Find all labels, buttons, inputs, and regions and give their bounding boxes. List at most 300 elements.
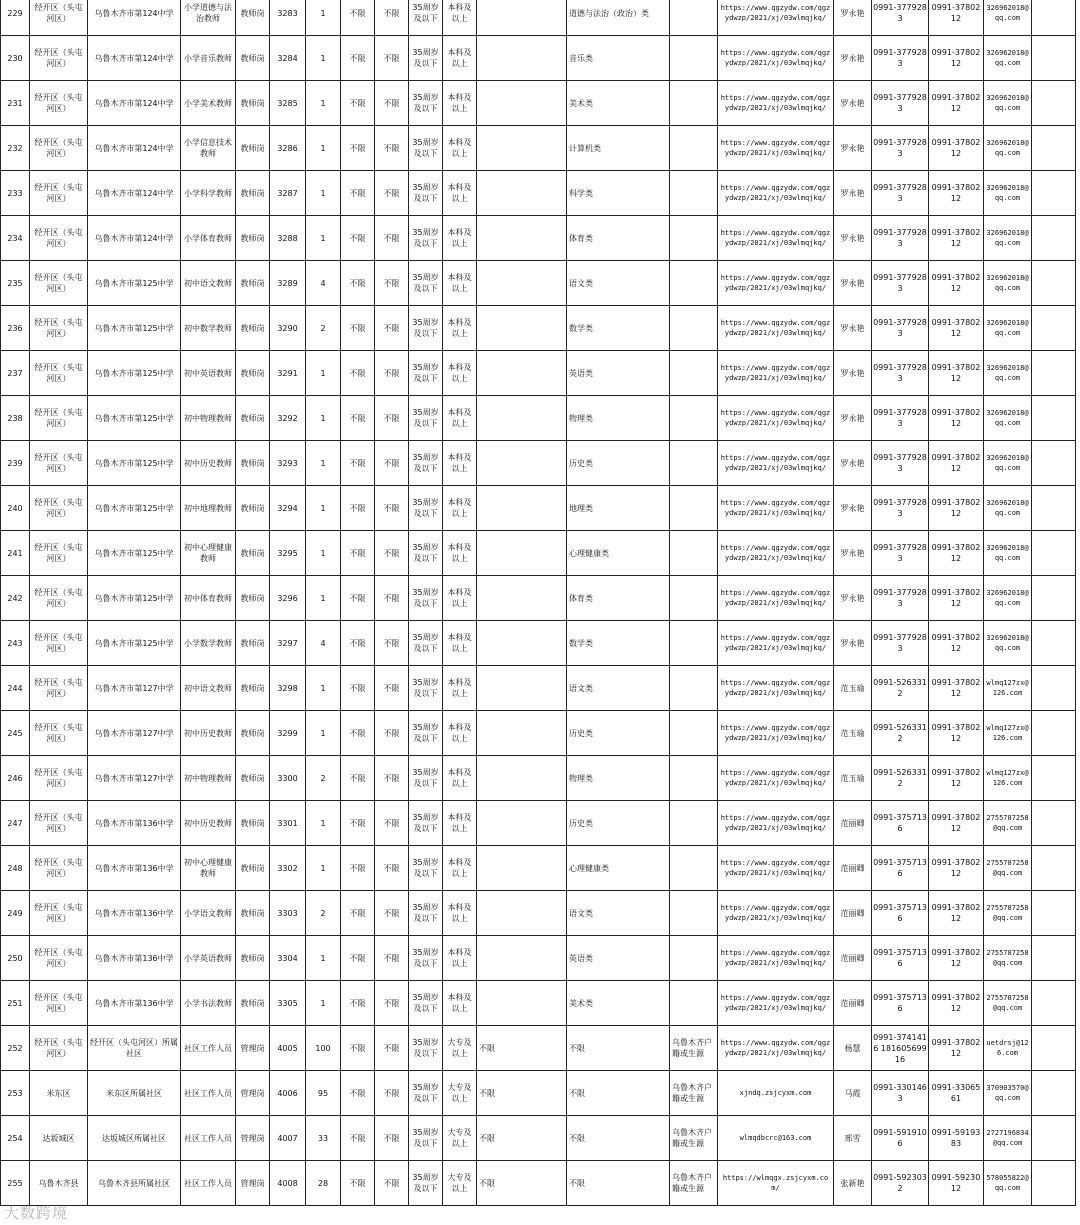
district-cell: 经开区（头屯河区） bbox=[30, 36, 88, 81]
row-number-cell: 235 bbox=[1, 261, 30, 306]
age-cell: 35周岁及以下 bbox=[409, 846, 443, 891]
education-cell: 本科及以上 bbox=[443, 441, 477, 486]
degree-cell bbox=[477, 621, 567, 666]
gender-cell: 不限 bbox=[341, 306, 375, 351]
contact-phone-cell: 0991-3301463 bbox=[872, 1071, 929, 1116]
headcount-cell: 1 bbox=[306, 351, 341, 396]
gender-cell: 不限 bbox=[341, 486, 375, 531]
position-code-cell: 3286 bbox=[270, 126, 306, 171]
headcount-cell: 1 bbox=[306, 81, 341, 126]
degree-cell bbox=[477, 666, 567, 711]
degree-cell bbox=[477, 0, 567, 36]
age-cell: 35周岁及以下 bbox=[409, 1026, 443, 1071]
contact-phone-cell: 0991-3779283 bbox=[872, 441, 929, 486]
position-cell: 社区工作人员 bbox=[181, 1026, 236, 1071]
contact-person-cell: 罗永艳 bbox=[834, 261, 872, 306]
degree-cell bbox=[477, 396, 567, 441]
ethnicity-cell: 不限 bbox=[375, 576, 409, 621]
empty-cell bbox=[1032, 441, 1076, 486]
contact-person-cell: 范丽卿 bbox=[834, 936, 872, 981]
empty-cell bbox=[1032, 846, 1076, 891]
ethnicity-cell: 不限 bbox=[375, 1026, 409, 1071]
position-code-cell: 3283 bbox=[270, 0, 306, 36]
age-cell: 35周岁及以下 bbox=[409, 756, 443, 801]
ethnicity-cell: 不限 bbox=[375, 846, 409, 891]
degree-cell bbox=[477, 171, 567, 216]
contact-email-cell: uetdrsj@126.com bbox=[984, 1026, 1032, 1071]
headcount-cell: 1 bbox=[306, 711, 341, 756]
contact-person-cell: 范玉瑜 bbox=[834, 756, 872, 801]
other-requirements-cell bbox=[670, 351, 718, 396]
gender-cell: 不限 bbox=[341, 756, 375, 801]
other-requirements-cell bbox=[670, 81, 718, 126]
row-number-cell: 245 bbox=[1, 711, 30, 756]
position-code-cell: 3294 bbox=[270, 486, 306, 531]
website-cell: https://www.qgzydw.com/qgzydwzp/2021/xj/03wlmqjkq/ bbox=[718, 261, 834, 306]
position-cell: 初中语文教师 bbox=[181, 261, 236, 306]
ethnicity-cell: 不限 bbox=[375, 936, 409, 981]
education-cell: 本科及以上 bbox=[443, 36, 477, 81]
other-requirements-cell bbox=[670, 756, 718, 801]
contact-phone-cell: 0991-5263312 bbox=[872, 666, 929, 711]
other-requirements-cell bbox=[670, 621, 718, 666]
employer-cell: 乌鲁木齐市第125中学 bbox=[88, 576, 181, 621]
headcount-cell: 1 bbox=[306, 0, 341, 36]
other-requirements-cell: 乌鲁木齐户籍或生源 bbox=[670, 1161, 718, 1206]
contact-person-cell: 邢雪 bbox=[834, 1116, 872, 1161]
education-cell: 本科及以上 bbox=[443, 396, 477, 441]
age-cell: 35周岁及以下 bbox=[409, 0, 443, 36]
ethnicity-cell: 不限 bbox=[375, 441, 409, 486]
table-row bbox=[1, 36, 1076, 81]
contact-email-cell: 326962018@qq.com bbox=[984, 261, 1032, 306]
degree-cell bbox=[477, 261, 567, 306]
empty-cell bbox=[1032, 1116, 1076, 1161]
degree-cell: 不限 bbox=[477, 1026, 567, 1071]
ethnicity-cell: 不限 bbox=[375, 306, 409, 351]
row-number-cell: 248 bbox=[1, 846, 30, 891]
position-cell: 初中历史教师 bbox=[181, 711, 236, 756]
table-row bbox=[1, 396, 1076, 441]
contact-person-cell: 马霞 bbox=[834, 1071, 872, 1116]
website-cell: https://www.qgzydw.com/qgzydwzp/2021/xj/03wlmqjkq/ bbox=[718, 621, 834, 666]
contact-email-cell: wlmq127zx@126.com bbox=[984, 756, 1032, 801]
degree-cell bbox=[477, 711, 567, 756]
website-cell: https://www.qgzydw.com/qgzydwzp/2021/xj/03wlmqjkq/ bbox=[718, 351, 834, 396]
age-cell: 35周岁及以下 bbox=[409, 351, 443, 396]
position-cell: 小学道德与法治教师 bbox=[181, 0, 236, 36]
major-cell: 音乐类 bbox=[567, 36, 670, 81]
contact-email-cell: 326962018@qq.com bbox=[984, 396, 1032, 441]
district-cell: 经开区（头屯河区） bbox=[30, 261, 88, 306]
employer-cell: 达坂城区所属社区 bbox=[88, 1116, 181, 1161]
contact-person-cell: 范玉瑜 bbox=[834, 666, 872, 711]
post-type-cell: 教师岗 bbox=[236, 576, 270, 621]
other-requirements-cell bbox=[670, 306, 718, 351]
table-row bbox=[1, 531, 1076, 576]
contact-person-cell: 范丽卿 bbox=[834, 891, 872, 936]
gender-cell: 不限 bbox=[341, 936, 375, 981]
post-type-cell: 教师岗 bbox=[236, 846, 270, 891]
headcount-cell: 1 bbox=[306, 126, 341, 171]
table-row bbox=[1, 666, 1076, 711]
ethnicity-cell: 不限 bbox=[375, 756, 409, 801]
contact-person-cell: 罗永艳 bbox=[834, 126, 872, 171]
website-cell: https://www.qgzydw.com/qgzydwzp/2021/xj/03wlmqjkq/ bbox=[718, 756, 834, 801]
other-requirements-cell: 乌鲁木齐户籍或生源 bbox=[670, 1026, 718, 1071]
supervisor-phone-cell: 0991-3780212 bbox=[929, 36, 984, 81]
contact-email-cell: 326962018@qq.com bbox=[984, 441, 1032, 486]
age-cell: 35周岁及以下 bbox=[409, 216, 443, 261]
headcount-cell: 2 bbox=[306, 756, 341, 801]
row-number-cell: 244 bbox=[1, 666, 30, 711]
employer-cell: 乌鲁木齐市第125中学 bbox=[88, 531, 181, 576]
ethnicity-cell: 不限 bbox=[375, 126, 409, 171]
post-type-cell: 教师岗 bbox=[236, 306, 270, 351]
headcount-cell: 1 bbox=[306, 801, 341, 846]
row-number-cell: 255 bbox=[1, 1161, 30, 1206]
major-cell: 历史类 bbox=[567, 711, 670, 756]
table-row bbox=[1, 261, 1076, 306]
row-number-cell: 238 bbox=[1, 396, 30, 441]
gender-cell: 不限 bbox=[341, 261, 375, 306]
district-cell: 经开区（头屯河区） bbox=[30, 846, 88, 891]
row-number-cell: 239 bbox=[1, 441, 30, 486]
age-cell: 35周岁及以下 bbox=[409, 531, 443, 576]
district-cell: 经开区（头屯河区） bbox=[30, 891, 88, 936]
district-cell: 经开区（头屯河区） bbox=[30, 396, 88, 441]
post-type-cell: 教师岗 bbox=[236, 981, 270, 1026]
employer-cell: 乌鲁木齐市第136中学 bbox=[88, 936, 181, 981]
contact-email-cell: 326962018@qq.com bbox=[984, 36, 1032, 81]
contact-phone-cell: 0991-3741416 18160569916 bbox=[872, 1026, 929, 1071]
education-cell: 本科及以上 bbox=[443, 531, 477, 576]
other-requirements-cell: 乌鲁木齐户籍或生源 bbox=[670, 1116, 718, 1161]
contact-email-cell: 326962018@qq.com bbox=[984, 486, 1032, 531]
empty-cell bbox=[1032, 216, 1076, 261]
gender-cell: 不限 bbox=[341, 216, 375, 261]
contact-phone-cell: 0991-5263312 bbox=[872, 711, 929, 756]
position-code-cell: 3293 bbox=[270, 441, 306, 486]
contact-email-cell: 326962018@qq.com bbox=[984, 126, 1032, 171]
headcount-cell: 33 bbox=[306, 1116, 341, 1161]
gender-cell: 不限 bbox=[341, 531, 375, 576]
major-cell: 计算机类 bbox=[567, 126, 670, 171]
position-cell: 小学书法教师 bbox=[181, 981, 236, 1026]
supervisor-phone-cell: 0991-3780212 bbox=[929, 711, 984, 756]
contact-email-cell: 370903570@qq.com bbox=[984, 1071, 1032, 1116]
row-number-cell: 240 bbox=[1, 486, 30, 531]
ethnicity-cell: 不限 bbox=[375, 1161, 409, 1206]
headcount-cell: 95 bbox=[306, 1071, 341, 1116]
position-cell: 社区工作人员 bbox=[181, 1161, 236, 1206]
empty-cell bbox=[1032, 36, 1076, 81]
table-row bbox=[1, 126, 1076, 171]
empty-cell bbox=[1032, 621, 1076, 666]
position-code-cell: 3298 bbox=[270, 666, 306, 711]
post-type-cell: 教师岗 bbox=[236, 666, 270, 711]
employer-cell: 经开区（头屯河区）所属社区 bbox=[88, 1026, 181, 1071]
headcount-cell: 2 bbox=[306, 891, 341, 936]
position-code-cell: 3297 bbox=[270, 621, 306, 666]
ethnicity-cell: 不限 bbox=[375, 711, 409, 756]
ethnicity-cell: 不限 bbox=[375, 666, 409, 711]
gender-cell: 不限 bbox=[341, 981, 375, 1026]
education-cell: 本科及以上 bbox=[443, 666, 477, 711]
age-cell: 35周岁及以下 bbox=[409, 801, 443, 846]
age-cell: 35周岁及以下 bbox=[409, 126, 443, 171]
other-requirements-cell bbox=[670, 396, 718, 441]
age-cell: 35周岁及以下 bbox=[409, 171, 443, 216]
table-row bbox=[1, 936, 1076, 981]
position-cell: 初中物理教师 bbox=[181, 396, 236, 441]
headcount-cell: 1 bbox=[306, 531, 341, 576]
ethnicity-cell: 不限 bbox=[375, 216, 409, 261]
empty-cell bbox=[1032, 171, 1076, 216]
supervisor-phone-cell: 0991-3780212 bbox=[929, 576, 984, 621]
district-cell: 经开区（头屯河区） bbox=[30, 216, 88, 261]
major-cell: 体育类 bbox=[567, 576, 670, 621]
position-code-cell: 3287 bbox=[270, 171, 306, 216]
other-requirements-cell bbox=[670, 441, 718, 486]
table-row bbox=[1, 1116, 1076, 1161]
district-cell: 经开区（头屯河区） bbox=[30, 666, 88, 711]
age-cell: 35周岁及以下 bbox=[409, 396, 443, 441]
ethnicity-cell: 不限 bbox=[375, 981, 409, 1026]
position-cell: 小学信息技术教师 bbox=[181, 126, 236, 171]
education-cell: 本科及以上 bbox=[443, 576, 477, 621]
table-row bbox=[1, 801, 1076, 846]
other-requirements-cell bbox=[670, 216, 718, 261]
contact-person-cell: 罗永艳 bbox=[834, 216, 872, 261]
post-type-cell: 教师岗 bbox=[236, 711, 270, 756]
table-row bbox=[1, 306, 1076, 351]
district-cell: 经开区（头屯河区） bbox=[30, 171, 88, 216]
row-number-cell: 250 bbox=[1, 936, 30, 981]
contact-email-cell: 326962018@qq.com bbox=[984, 576, 1032, 621]
website-cell: https://www.qgzydw.com/qgzydwzp/2021/xj/03wlmqjkq/ bbox=[718, 306, 834, 351]
position-cell: 小学科学教师 bbox=[181, 171, 236, 216]
empty-cell bbox=[1032, 576, 1076, 621]
contact-person-cell: 罗永艳 bbox=[834, 0, 872, 36]
position-cell: 初中体育教师 bbox=[181, 576, 236, 621]
headcount-cell: 4 bbox=[306, 621, 341, 666]
major-cell: 心理健康类 bbox=[567, 846, 670, 891]
website-cell: https://www.qgzydw.com/qgzydwzp/2021/xj/03wlmqjkq/ bbox=[718, 846, 834, 891]
degree-cell bbox=[477, 801, 567, 846]
position-code-cell: 3291 bbox=[270, 351, 306, 396]
table-row bbox=[1, 216, 1076, 261]
supervisor-phone-cell: 0991-3780212 bbox=[929, 621, 984, 666]
degree-cell bbox=[477, 981, 567, 1026]
education-cell: 本科及以上 bbox=[443, 81, 477, 126]
education-cell: 大专及以上 bbox=[443, 1161, 477, 1206]
contact-phone-cell: 0991-3757136 bbox=[872, 801, 929, 846]
education-cell: 大专及以上 bbox=[443, 1026, 477, 1071]
contact-phone-cell: 0991-3779283 bbox=[872, 531, 929, 576]
degree-cell bbox=[477, 936, 567, 981]
major-cell: 心理健康类 bbox=[567, 531, 670, 576]
major-cell: 历史类 bbox=[567, 441, 670, 486]
employer-cell: 乌鲁木齐市第136中学 bbox=[88, 801, 181, 846]
supervisor-phone-cell: 0991-3780212 bbox=[929, 441, 984, 486]
row-number-cell: 241 bbox=[1, 531, 30, 576]
supervisor-phone-cell: 0991-3780212 bbox=[929, 261, 984, 306]
major-cell: 不限 bbox=[567, 1071, 670, 1116]
headcount-cell: 1 bbox=[306, 396, 341, 441]
position-code-cell: 3289 bbox=[270, 261, 306, 306]
empty-cell bbox=[1032, 486, 1076, 531]
row-number-cell: 253 bbox=[1, 1071, 30, 1116]
website-cell: https://www.qgzydw.com/qgzydwzp/2021/xj/03wlmqjkq/ bbox=[718, 396, 834, 441]
employer-cell: 乌鲁木齐市第125中学 bbox=[88, 261, 181, 306]
district-cell: 经开区（头屯河区） bbox=[30, 981, 88, 1026]
degree-cell: 不限 bbox=[477, 1116, 567, 1161]
contact-person-cell: 张新艳 bbox=[834, 1161, 872, 1206]
position-code-cell: 3292 bbox=[270, 396, 306, 441]
other-requirements-cell bbox=[670, 126, 718, 171]
education-cell: 本科及以上 bbox=[443, 486, 477, 531]
website-cell: https://www.qgzydw.com/qgzydwzp/2021/xj/03wlmqjkq/ bbox=[718, 576, 834, 621]
education-cell: 本科及以上 bbox=[443, 306, 477, 351]
contact-email-cell: 2755787258@qq.com bbox=[984, 981, 1032, 1026]
headcount-cell: 1 bbox=[306, 936, 341, 981]
website-cell: https://www.qgzydw.com/qgzydwzp/2021/xj/03wlmqjkq/ bbox=[718, 711, 834, 756]
other-requirements-cell bbox=[670, 0, 718, 36]
ethnicity-cell: 不限 bbox=[375, 171, 409, 216]
contact-person-cell: 罗永艳 bbox=[834, 441, 872, 486]
contact-phone-cell: 0991-5919106 bbox=[872, 1116, 929, 1161]
position-code-cell: 3299 bbox=[270, 711, 306, 756]
position-cell: 初中语文教师 bbox=[181, 666, 236, 711]
table-row bbox=[1, 981, 1076, 1026]
contact-phone-cell: 0991-3779283 bbox=[872, 216, 929, 261]
gender-cell: 不限 bbox=[341, 1026, 375, 1071]
major-cell: 物理类 bbox=[567, 396, 670, 441]
contact-email-cell: wlmq127zx@126.com bbox=[984, 711, 1032, 756]
supervisor-phone-cell: 0991-5923012 bbox=[929, 1161, 984, 1206]
post-type-cell: 管理岗 bbox=[236, 1116, 270, 1161]
degree-cell bbox=[477, 126, 567, 171]
employer-cell: 乌鲁木齐市第125中学 bbox=[88, 441, 181, 486]
table-row bbox=[1, 0, 1076, 36]
gender-cell: 不限 bbox=[341, 1161, 375, 1206]
position-cell: 初中英语教师 bbox=[181, 351, 236, 396]
employer-cell: 乌鲁木齐市第124中学 bbox=[88, 36, 181, 81]
post-type-cell: 管理岗 bbox=[236, 1026, 270, 1071]
post-type-cell: 教师岗 bbox=[236, 351, 270, 396]
gender-cell: 不限 bbox=[341, 891, 375, 936]
employer-cell: 乌鲁木齐市第124中学 bbox=[88, 216, 181, 261]
other-requirements-cell bbox=[670, 531, 718, 576]
supervisor-phone-cell: 0991-3780212 bbox=[929, 756, 984, 801]
row-number-cell: 229 bbox=[1, 0, 30, 36]
age-cell: 35周岁及以下 bbox=[409, 576, 443, 621]
degree-cell: 不限 bbox=[477, 1161, 567, 1206]
other-requirements-cell: 乌鲁木齐户籍或生源 bbox=[670, 1071, 718, 1116]
post-type-cell: 教师岗 bbox=[236, 171, 270, 216]
position-cell: 小学体育教师 bbox=[181, 216, 236, 261]
major-cell: 美术类 bbox=[567, 81, 670, 126]
major-cell: 语文类 bbox=[567, 666, 670, 711]
empty-cell bbox=[1032, 1071, 1076, 1116]
district-cell: 经开区（头屯河区） bbox=[30, 0, 88, 36]
contact-person-cell: 罗永艳 bbox=[834, 351, 872, 396]
post-type-cell: 教师岗 bbox=[236, 486, 270, 531]
website-cell: wlmqdbcrc@163.com bbox=[718, 1116, 834, 1161]
employer-cell: 乌鲁木齐市第125中学 bbox=[88, 396, 181, 441]
position-cell: 小学音乐教师 bbox=[181, 36, 236, 81]
supervisor-phone-cell: 0991-3780212 bbox=[929, 801, 984, 846]
age-cell: 35周岁及以下 bbox=[409, 891, 443, 936]
contact-person-cell: 罗永艳 bbox=[834, 36, 872, 81]
major-cell: 数学类 bbox=[567, 306, 670, 351]
degree-cell: 不限 bbox=[477, 1071, 567, 1116]
supervisor-phone-cell: 0991-3780212 bbox=[929, 486, 984, 531]
contact-email-cell: 326962018@qq.com bbox=[984, 0, 1032, 36]
education-cell: 本科及以上 bbox=[443, 711, 477, 756]
degree-cell bbox=[477, 36, 567, 81]
contact-email-cell: 326962018@qq.com bbox=[984, 216, 1032, 261]
ethnicity-cell: 不限 bbox=[375, 396, 409, 441]
employer-cell: 乌鲁木齐市第127中学 bbox=[88, 666, 181, 711]
position-code-cell: 3284 bbox=[270, 36, 306, 81]
gender-cell: 不限 bbox=[341, 126, 375, 171]
ethnicity-cell: 不限 bbox=[375, 261, 409, 306]
website-cell: https://www.qgzydw.com/qgzydwzp/2021/xj/03wlmqjkq/ bbox=[718, 126, 834, 171]
headcount-cell: 2 bbox=[306, 306, 341, 351]
ethnicity-cell: 不限 bbox=[375, 81, 409, 126]
position-code-cell: 3285 bbox=[270, 81, 306, 126]
employer-cell: 乌鲁木齐市第136中学 bbox=[88, 891, 181, 936]
contact-person-cell: 杨慧 bbox=[834, 1026, 872, 1071]
contact-phone-cell: 0991-5263312 bbox=[872, 756, 929, 801]
position-code-cell: 3301 bbox=[270, 801, 306, 846]
table-row bbox=[1, 891, 1076, 936]
contact-phone-cell: 0991-3757136 bbox=[872, 981, 929, 1026]
other-requirements-cell bbox=[670, 171, 718, 216]
employer-cell: 乌鲁木齐市第124中学 bbox=[88, 126, 181, 171]
employer-cell: 乌鲁木齐市第125中学 bbox=[88, 351, 181, 396]
empty-cell bbox=[1032, 981, 1076, 1026]
gender-cell: 不限 bbox=[341, 81, 375, 126]
headcount-cell: 1 bbox=[306, 666, 341, 711]
post-type-cell: 教师岗 bbox=[236, 0, 270, 36]
table-row bbox=[1, 1071, 1076, 1116]
headcount-cell: 1 bbox=[306, 576, 341, 621]
empty-cell bbox=[1032, 396, 1076, 441]
age-cell: 35周岁及以下 bbox=[409, 81, 443, 126]
contact-person-cell: 罗永艳 bbox=[834, 621, 872, 666]
employer-cell: 乌鲁木齐县所属社区 bbox=[88, 1161, 181, 1206]
website-cell: https://www.qgzydw.com/qgzydwzp/2021/xj/03wlmqjkq/ bbox=[718, 891, 834, 936]
contact-email-cell: 326962018@qq.com bbox=[984, 81, 1032, 126]
position-cell: 初中物理教师 bbox=[181, 756, 236, 801]
supervisor-phone-cell: 0991-3780212 bbox=[929, 306, 984, 351]
post-type-cell: 教师岗 bbox=[236, 396, 270, 441]
district-cell: 达坂城区 bbox=[30, 1116, 88, 1161]
position-cell: 初中数学教师 bbox=[181, 306, 236, 351]
row-number-cell: 247 bbox=[1, 801, 30, 846]
employer-cell: 乌鲁木齐市第136中学 bbox=[88, 846, 181, 891]
position-cell: 初中历史教师 bbox=[181, 801, 236, 846]
other-requirements-cell bbox=[670, 36, 718, 81]
position-code-cell: 3288 bbox=[270, 216, 306, 261]
district-cell: 经开区（头屯河区） bbox=[30, 936, 88, 981]
contact-person-cell: 罗永艳 bbox=[834, 531, 872, 576]
post-type-cell: 教师岗 bbox=[236, 531, 270, 576]
empty-cell bbox=[1032, 666, 1076, 711]
